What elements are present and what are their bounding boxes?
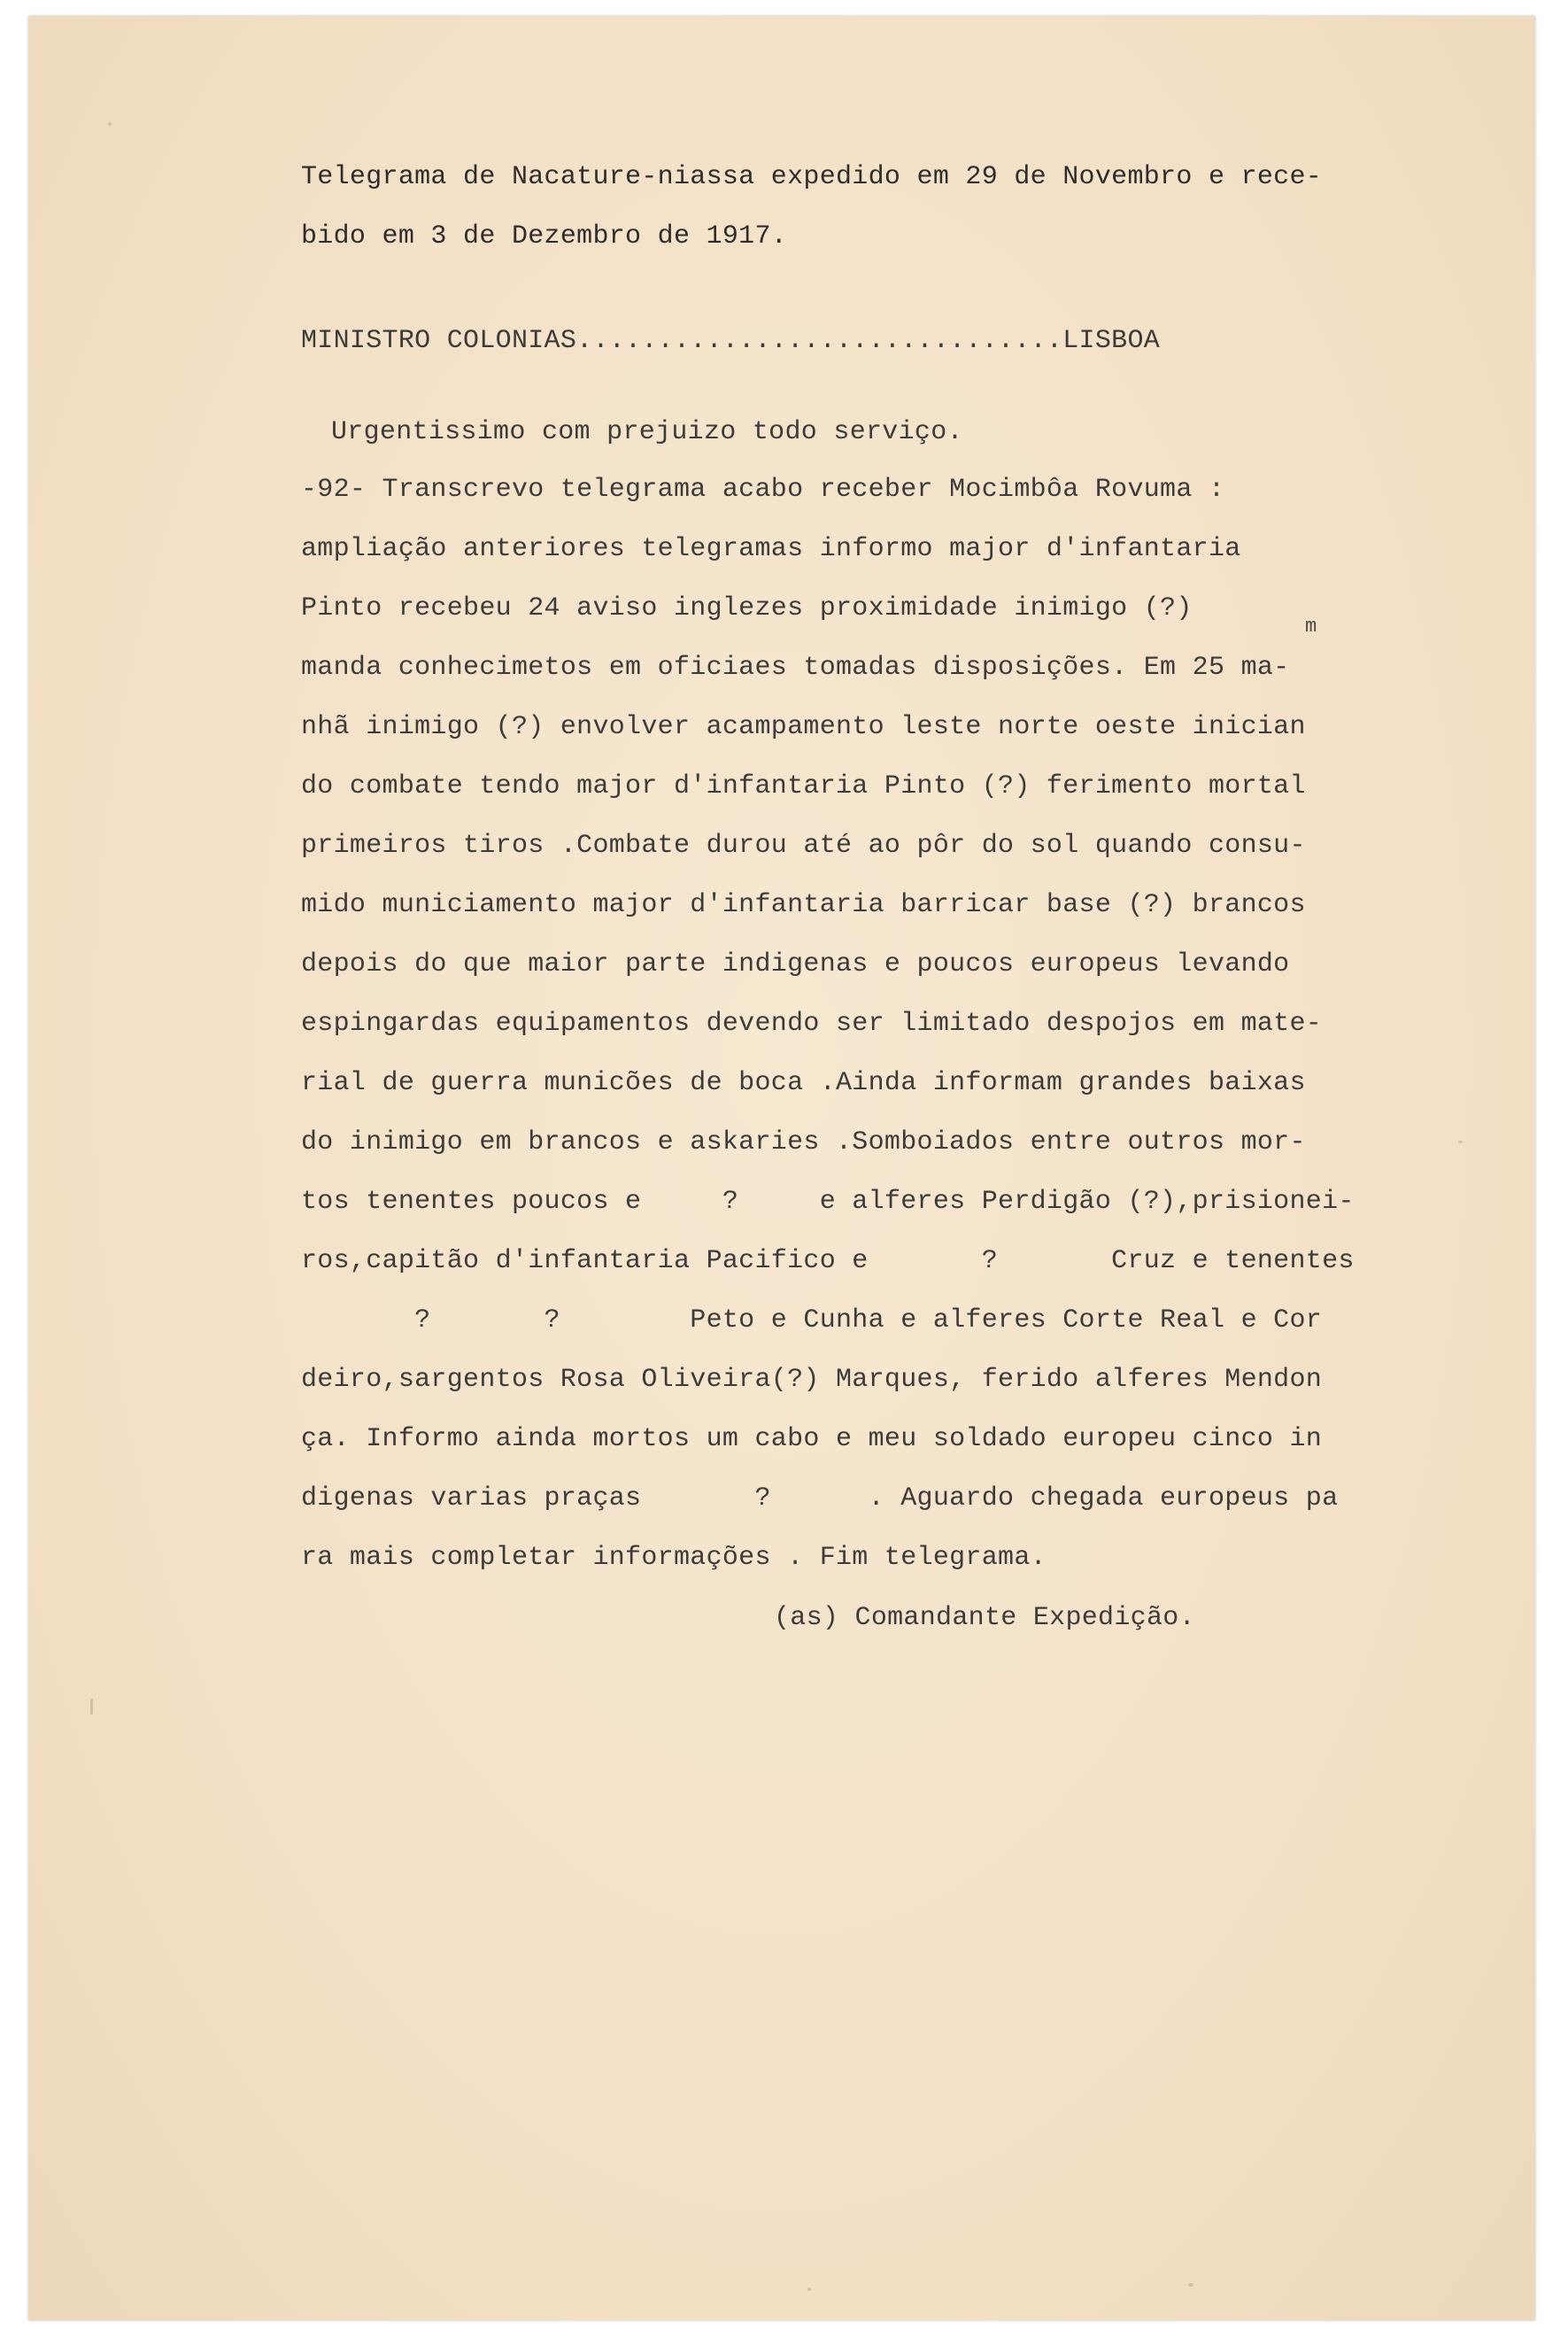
body-line: nhã inimigo (?) envolver acampamento leste norte oeste inician	[301, 712, 1306, 742]
body-line: ra mais completar informações . Fim telegrama.	[301, 1543, 1047, 1573]
paper-speck	[1188, 2283, 1193, 2287]
body-line: espingardas equipamentos devendo ser limitado despojos em mate-	[301, 1009, 1323, 1039]
body-line: ros,capitão d'infantaria Pacifico e ? Cruz e tenentes	[301, 1246, 1355, 1276]
body-line: rial de guerra municões de boca .Ainda informam grandes baixas	[301, 1068, 1306, 1098]
paper-speck	[108, 122, 112, 126]
body-line: ? ? Peto e Cunha e alferes Corte Real e Cor	[301, 1305, 1323, 1335]
body-line: do combate tendo major d'infantaria Pinto (?) ferimento mortal	[301, 771, 1306, 801]
paper-speck	[1458, 1141, 1463, 1143]
signature: (as) Comandante Expedição.	[774, 1603, 1195, 1633]
body-line: do inimigo em brancos e askaries .Somboiados entre outros mor-	[301, 1127, 1306, 1157]
margin-insert: m	[1305, 615, 1317, 638]
body-line: mido municiamento major d'infantaria barricar base (?) brancos	[301, 890, 1306, 920]
body-line: -92- Transcrevo telegrama acabo receber Mocimbôa Rovuma :	[301, 475, 1225, 505]
paper-sheet	[28, 16, 1535, 2320]
body-line: Urgentissimo com prejuizo todo serviço.	[331, 417, 963, 447]
body-line: ampliação anteriores telegramas informo major d'infantaria	[301, 534, 1241, 564]
address-line: MINISTRO COLONIAS..............................LISBOA	[301, 326, 1161, 356]
body-line: deiro,sargentos Rosa Oliveira(?) Marques, ferido alferes Mendon	[301, 1365, 1323, 1395]
body-line: primeiros tiros .Combate durou até ao pôr do sol quando consu-	[301, 831, 1306, 861]
body-line: Pinto recebeu 24 aviso inglezes proximidade inimigo (?)	[301, 593, 1193, 623]
body-line: depois do que maior parte indigenas e poucos europeus levando	[301, 949, 1290, 979]
heading-line: Telegrama de Nacature-niassa expedido em 29 de Novembro e rece-	[301, 162, 1323, 192]
heading-line: bido em 3 de Dezembro de 1917.	[301, 221, 788, 252]
body-line: manda conhecimetos em oficiaes tomadas disposições. Em 25 ma-	[301, 653, 1290, 683]
paper-speck	[90, 1699, 93, 1715]
body-line: ça. Informo ainda mortos um cabo e meu soldado europeu cinco in	[301, 1424, 1323, 1454]
body-line: digenas varias praças ? . Aguardo chegada europeus pa	[301, 1483, 1339, 1514]
paper-speck	[807, 2288, 811, 2291]
body-line: tos tenentes poucos e ? e alferes Perdigão (?),prisionei-	[301, 1187, 1355, 1217]
